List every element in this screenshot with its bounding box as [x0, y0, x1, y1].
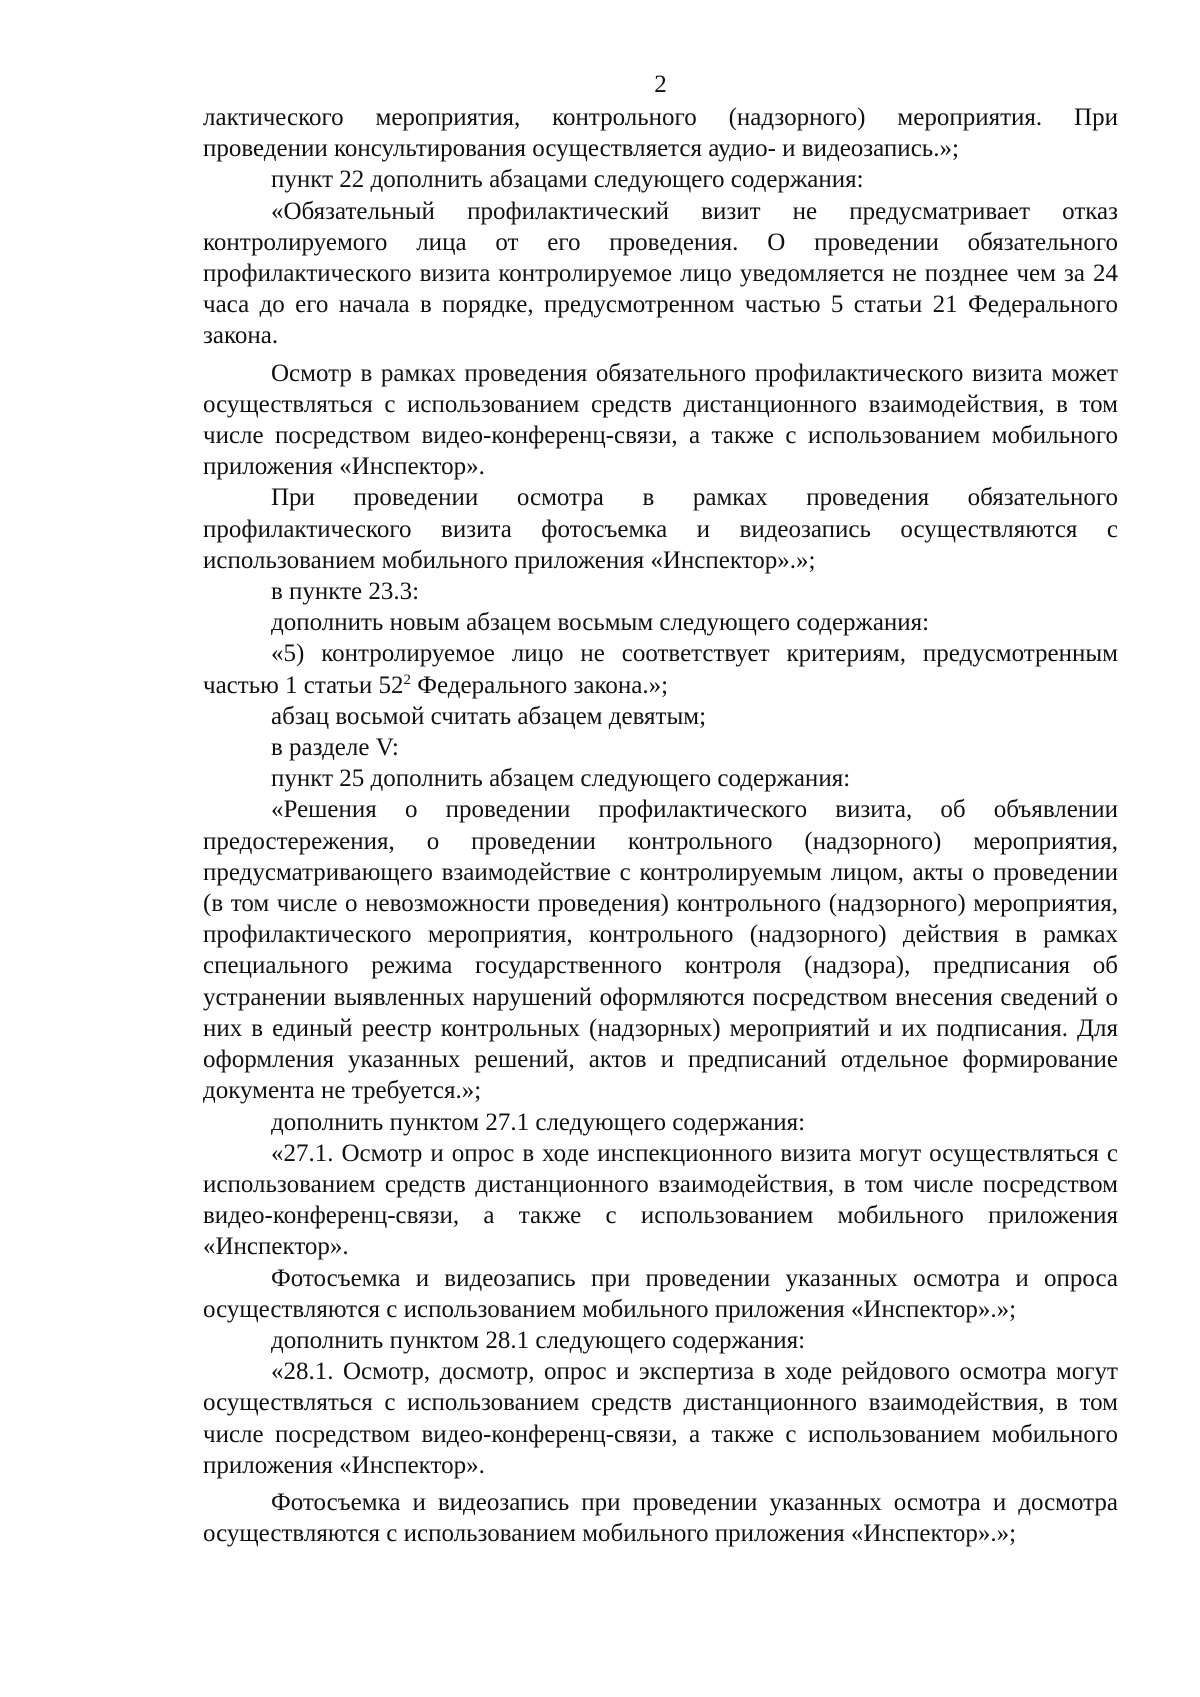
paragraph-8-text-after: Федерального закона.»; [411, 671, 669, 699]
paragraph-10: в разделе V: [271, 734, 399, 762]
paragraph-12: «Решения о проведении профилактического визита, об объявлении предостережения, о проведении контрольного (надзорного) мероприятия, предусматривающего взаимодействие с контролируемым лицом, акты о проведении (в том числе о невозможности проведения) контрольного (надзорного) мероприятия, профилактического мероприятия, контрольного (надзорного) действия в рамках специального режима государственного контроля (надзора), предписания об устранении выявленных нарушений оформляются посредством внесения сведений о них в единый реестр контрольных (надзорных) мероприятий и их подписания. Для оформления указанных решений, актов и предписаний отдельное формирование документа не требуется.»; [203, 796, 1118, 1105]
paragraph-4: Осмотр в рамках проведения обязательного профилактического визита может осуществляться с использованием средств дистанционного взаимодействия, в том числе посредством видео-конференц-связи, а также с использованием мобильного приложения «Инспектор». [203, 359, 1118, 481]
paragraph-1: лактического мероприятия, контрольного (надзорного) мероприятия. При проведении консультирования осуществляется аудио- и видеозапись.»; [203, 104, 1118, 163]
paragraph-11: пункт 25 дополнить абзацем следующего содержания: [271, 765, 851, 793]
paragraph-2: пункт 22 дополнить абзацами следующего содержания: [271, 166, 864, 194]
superscript: 2 [403, 671, 412, 688]
paragraph-8 [203, 638, 1118, 700]
paragraph-18: Фотосъемка и видеозапись при проведении указанных осмотра и досмотра осуществляются с использованием мобильного приложения «Инспектор».»; [203, 1488, 1118, 1548]
paragraph-13: дополнить пунктом 27.1 следующего содержания: [271, 1108, 806, 1136]
paragraph-9: абзац восьмой считать абзацем девятым; [271, 702, 707, 730]
paragraph-14: «27.1. Осмотр и опрос в ходе инспекционного визита могут осуществляться с использованием средств дистанционного взаимодействия, в том числе посредством видео-конференц-связи, а также с использованием мобильного приложения «Инспектор». [203, 1139, 1118, 1261]
paragraph-15: Фотосъемка и видеозапись при проведении указанных осмотра и опроса осуществляются с использованием мобильного приложения «Инспектор».»; [203, 1264, 1118, 1323]
paragraph-7: дополнить новым абзацем восьмым следующего содержания: [271, 609, 930, 637]
document-page [203, 70, 1118, 1549]
page-number: 2 [654, 71, 667, 98]
paragraph-6: в пункте 23.3: [271, 578, 420, 606]
paragraph-5: При проведении осмотра в рамках проведения обязательного профилактического визита фотосъемка и видеозапись осуществляются с использованием мобильного приложения «Инспектор».»; [203, 484, 1118, 574]
paragraph-16: дополнить пунктом 28.1 следующего содержания: [271, 1326, 806, 1354]
paragraph-8-text-before: «5) контролируемое лицо не соответствует критериям, предусмотренным частью 1 статьи 52 [203, 640, 1118, 699]
paragraph-17: «28.1. Осмотр, досмотр, опрос и экспертиза в ходе рейдового осмотра могут осуществляться с использованием средств дистанционного взаимодействия, в том числе посредством видео-конференц-связи, а также с использованием мобильного приложения «Инспектор». [203, 1358, 1118, 1479]
paragraph-3: «Обязательный профилактический визит не предусматривает отказ контролируемого лица от его проведения. О проведении обязательного профилактического визита контролируемое лицо уведомляется не позднее чем за 24 часа до его начала в порядке, предусмотренном частью 5 статьи 21 Федерального закона. [203, 197, 1118, 350]
